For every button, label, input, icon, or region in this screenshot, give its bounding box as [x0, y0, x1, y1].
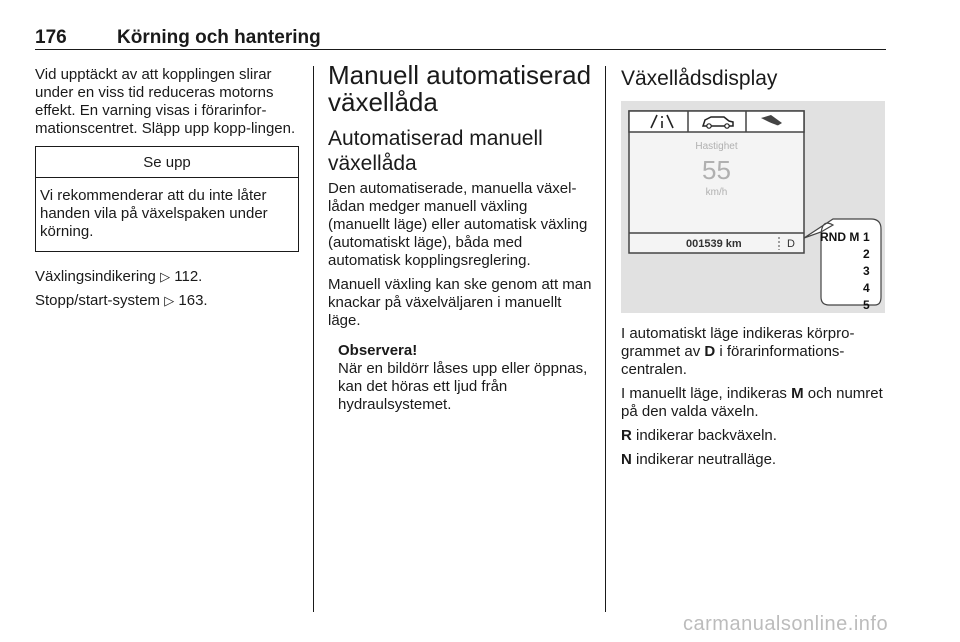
odometer-value: 001539 km: [686, 238, 742, 250]
caution-body: Vi rekommenderar att du inte låter handen vila på växelspaken under körning.: [40, 187, 268, 240]
gear-number: 4: [863, 281, 870, 295]
caution-title: Se upp: [36, 147, 298, 178]
reference-arrow-icon: ▷: [160, 269, 171, 284]
figure-graphics: [621, 101, 885, 313]
body-paragraph: Manuell växling kan ske genom att man knackar på växelväljaren i manuellt läge.: [328, 276, 592, 329]
chapter-title: Körning och hantering: [117, 27, 321, 48]
gear-number: 2: [863, 247, 870, 261]
page-number: 176: [35, 27, 67, 48]
watermark: carmanualsonline.info: [683, 613, 889, 635]
body-paragraph: Den automatiserade, manuella växel-lådan medger manuell växling (manuellt läge) eller automatisk växling (automatiskt läge), båda med automatisk kopplingsreglering.: [328, 180, 588, 269]
cross-reference[interactable]: [35, 268, 299, 286]
note-title: Observera!: [338, 342, 418, 359]
callout-mode-letters: RND M: [820, 230, 860, 244]
intro-paragraph: Vid upptäckt av att kopplingen slirar under en viss tid reduceras motorns effekt. En varning visas i förarinfor-mationscentret. Släpp upp kopp-lingen.: [35, 66, 296, 137]
column-left: [35, 66, 299, 316]
speed-label: Hastighet: [695, 141, 738, 152]
caution-box: [35, 146, 299, 252]
gear-indicator: D: [787, 238, 795, 250]
speed-unit: km/h: [705, 187, 728, 198]
section-subtitle: Automatiserad manuell växellåda: [328, 127, 543, 175]
cross-reference-page: 163.: [178, 292, 208, 309]
note-body: När en bildörr låses upp eller öppnas, kan det höras ett ljud från hydraulsystemet.: [338, 360, 588, 413]
body-paragraph: I manuellt läge, indikeras M och numret på den valda växeln.: [621, 385, 883, 420]
body-paragraph: N indikerar neutralläge.: [621, 451, 777, 468]
body-paragraph: R indikerar backväxeln.: [621, 427, 777, 444]
section-title: Växellådsdisplay: [621, 67, 778, 90]
column-right: [621, 66, 885, 475]
speed-value: 55: [702, 155, 731, 185]
page-header: [35, 27, 886, 50]
reference-arrow-icon: ▷: [164, 293, 175, 308]
cross-reference-label: Stopp/start-system: [35, 292, 161, 309]
body-paragraph: I automatiskt läge indikeras körpro-grammet av D i förarinformations-centralen.: [621, 325, 855, 378]
column-divider: [605, 66, 606, 612]
cross-reference-label: Växlingsindikering: [35, 268, 156, 285]
note-block: [338, 342, 592, 414]
cross-reference-page: 112.: [174, 268, 203, 285]
cross-reference[interactable]: [35, 292, 299, 310]
section-title: Manuell automatiserad växellåda: [328, 60, 592, 117]
gear-number: 5: [863, 298, 870, 312]
column-middle: [328, 60, 592, 414]
transmission-display-figure: [621, 101, 885, 313]
gear-number: 3: [863, 264, 870, 278]
column-divider: [313, 66, 314, 612]
gear-number: 1: [863, 230, 870, 244]
